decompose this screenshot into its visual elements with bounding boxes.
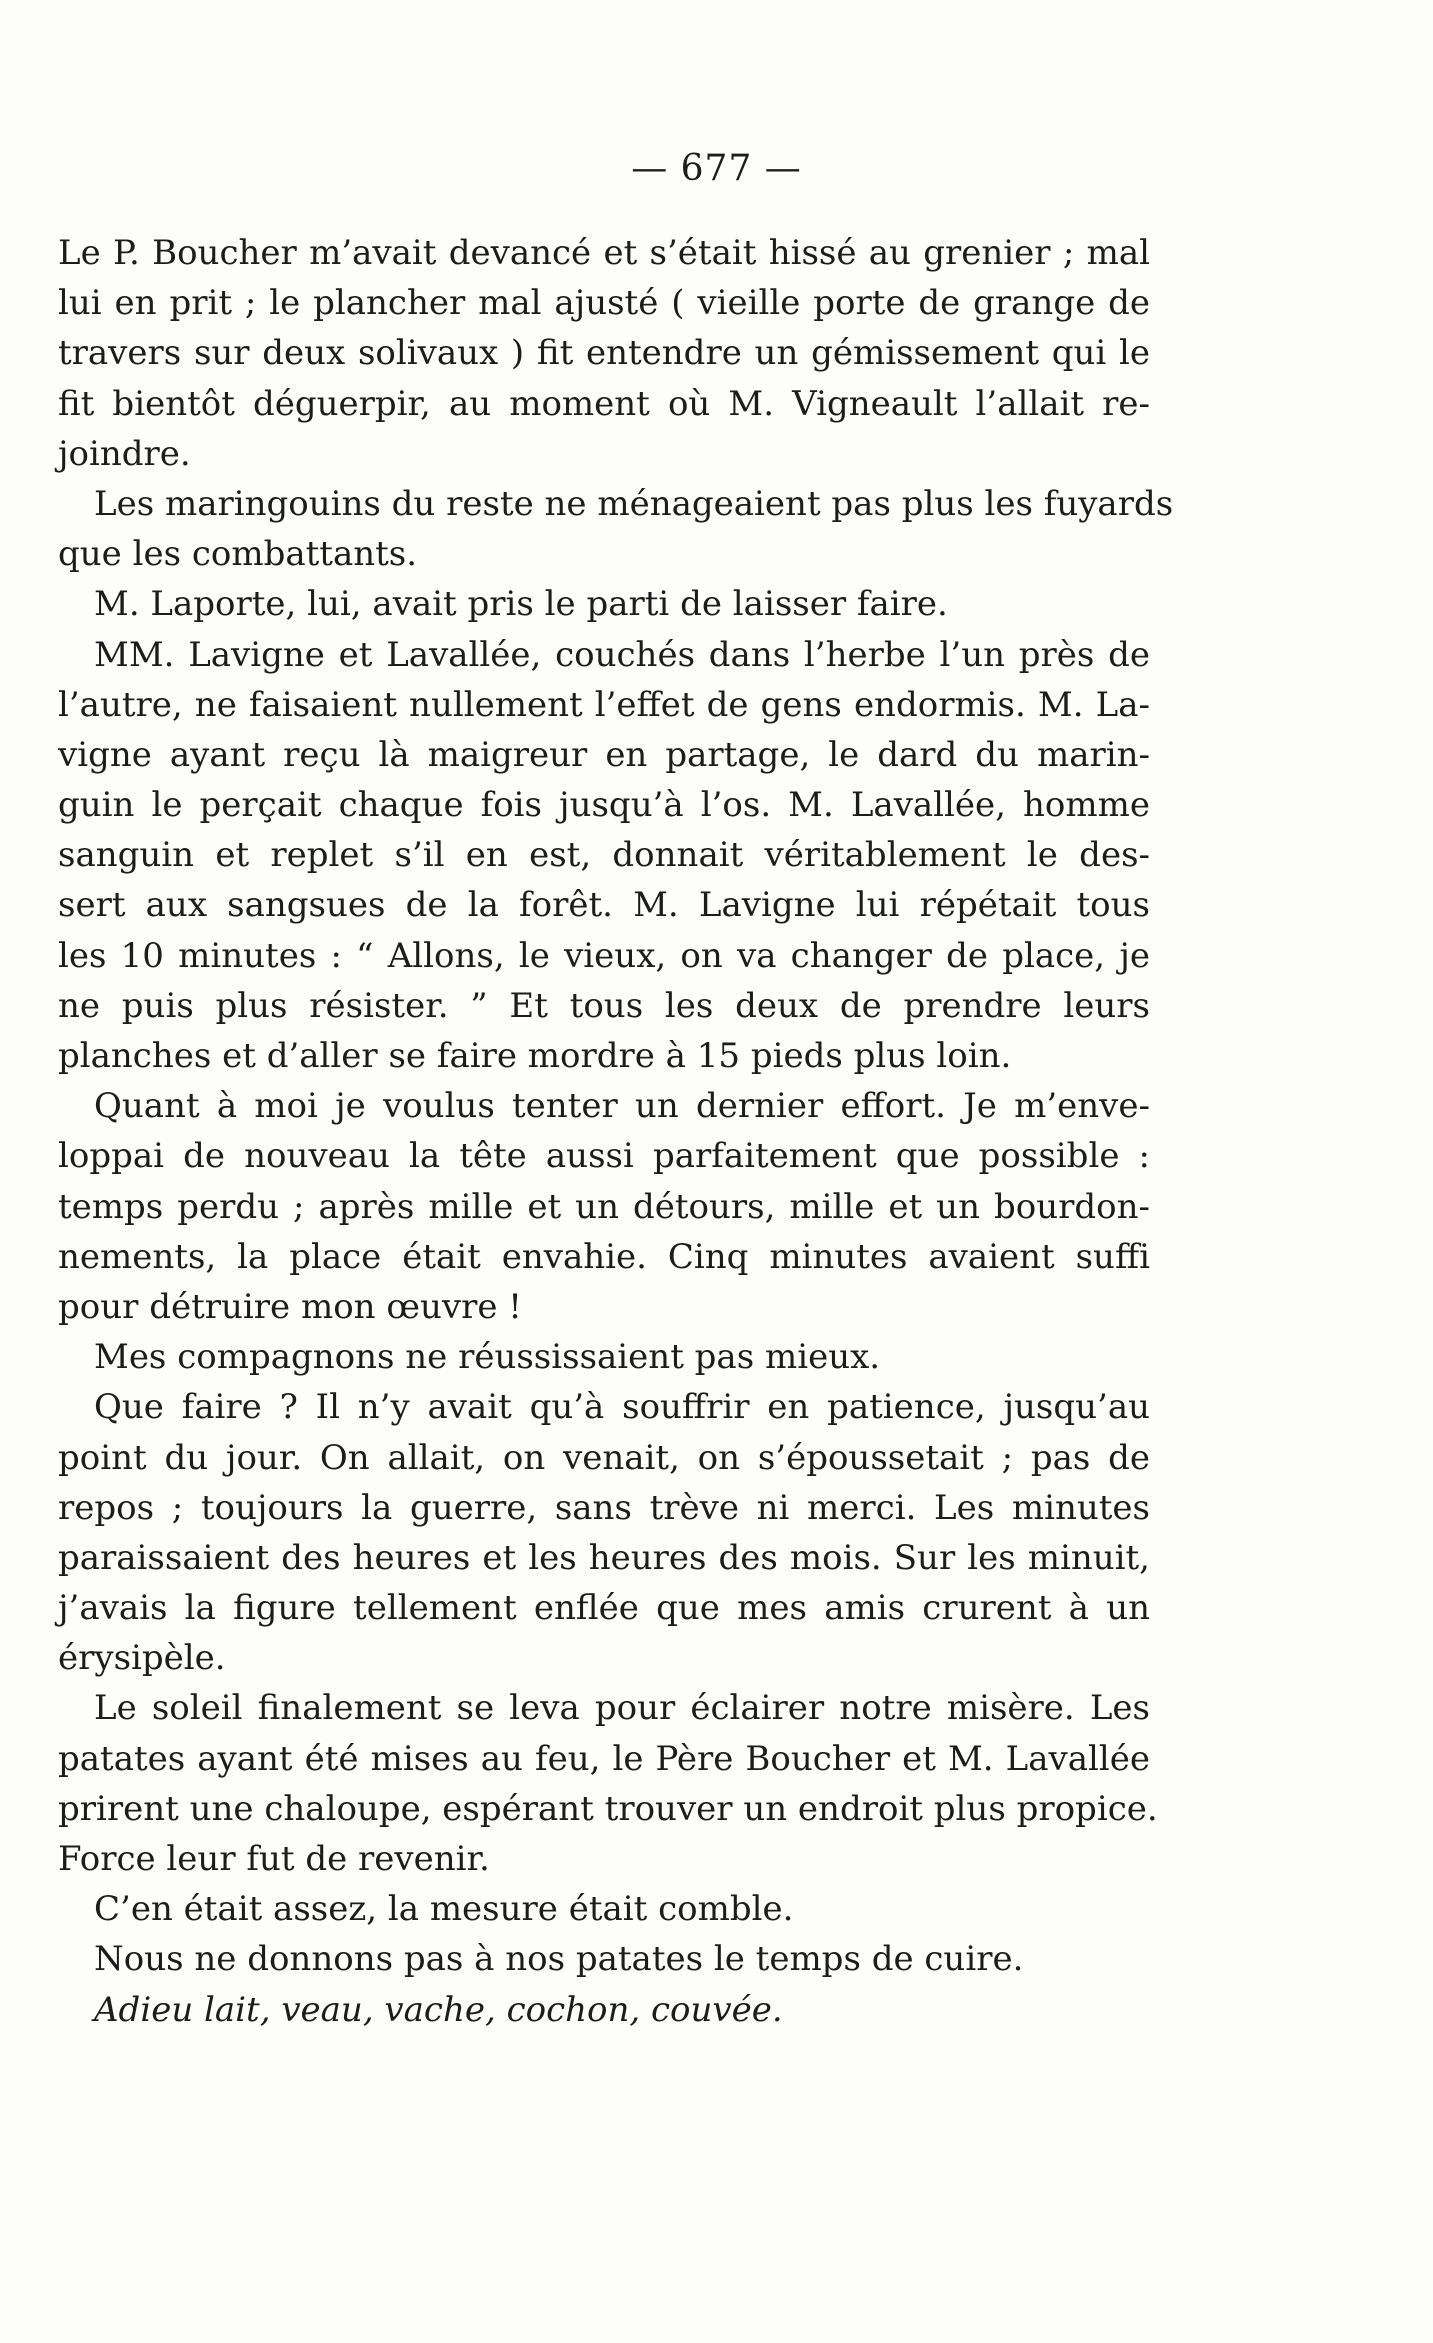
text-line: patates ayant été mises au feu, le Père Boucher et M. Lavallée (58, 1738, 1150, 1779)
text-line: paraissaient des heures et les heures des mois. Sur les minuit, (58, 1537, 1150, 1578)
text-line: l’autre, ne faisaient nullement l’effet de gens endormis. M. La- (58, 684, 1150, 725)
text-line: guin le perçait chaque fois jusqu’à l’os. M. Lavallée, homme (58, 785, 1150, 826)
text-line: point du jour. On allait, on venait, on s’époussetait ; pas de (58, 1437, 1150, 1478)
text-line: Quant à moi je voulus tenter un dernier effort. Je m’enve- (94, 1086, 1150, 1127)
text-line: lui en prit ; le plancher mal ajusté ( vieille porte de grange de (58, 283, 1150, 324)
text-line: repos ; toujours la guerre, sans trève ni merci. Les minutes (58, 1487, 1150, 1528)
text-line: ne puis plus résister. ” Et tous les deux de prendre leurs (58, 985, 1150, 1026)
text-line: joindre. (58, 433, 191, 474)
text-line: érysipèle. (58, 1638, 226, 1679)
text-line: planches et d’aller se faire mordre à 15 pieds plus loin. (58, 1036, 1012, 1076)
page-number: — 677 — (631, 148, 802, 189)
text-line: M. Laporte, lui, avait pris le parti de laisser faire. (94, 584, 948, 625)
text-line: vigne ayant reçu là maigreur en partage, le dard du marin- (58, 734, 1150, 775)
text-line: pour détruire mon œuvre ! (58, 1286, 522, 1327)
text-line: travers sur deux solivaux ) fit entendre un gémissement qui le (58, 333, 1150, 374)
text-line: C’en était assez, la mesure était comble. (94, 1889, 794, 1930)
body-text (58, 228, 1174, 2035)
text-line: sanguin et replet s’il en est, donnait véritablement le des- (58, 835, 1150, 876)
text-line: fit bientôt déguerpir, au moment où M. Vigneault l’allait re- (58, 383, 1150, 424)
text-line: nements, la place était envahie. Cinq minutes avaient suffi (58, 1236, 1150, 1277)
text-line: Mes compagnons ne réussissaient pas mieux. (94, 1337, 881, 1378)
text-line: sert aux sangsues de la forêt. M. Lavigne lui répétait tous (58, 885, 1150, 926)
text-line: Nous ne donnons pas à nos patates le temps de cuire. (94, 1939, 1024, 1980)
text-line: les 10 minutes : “ Allons, le vieux, on va changer de place, je (58, 935, 1150, 976)
text-line: Force leur fut de revenir. (58, 1839, 490, 1879)
text-line: Les maringouins du reste ne ménageaient pas plus les fuyards (94, 483, 1174, 524)
text-line: temps perdu ; après mille et un détours, mille et un bourdon- (58, 1186, 1150, 1227)
text-line: loppai de nouveau la tête aussi parfaitement que possible : (58, 1136, 1150, 1177)
closing-italic-line: Adieu lait, veau, vache, cochon, couvée. (94, 1989, 783, 2030)
text-line: prirent une chaloupe, espérant trouver un endroit plus propice. (58, 1788, 1158, 1829)
text-line: que les combattants. (58, 534, 418, 575)
text-line: Le P. Boucher m’avait devancé et s’était hissé au grenier ; mal (58, 233, 1150, 273)
text-line: Que faire ? Il n’y avait qu’à souffrir en patience, jusqu’au (94, 1387, 1150, 1428)
page-bottom-margin (0, 2120, 1433, 2320)
text-line: Le soleil finalement se leva pour éclairer notre misère. Les (94, 1688, 1150, 1729)
text-line: j’avais la figure tellement enflée que mes amis crurent à un (58, 1588, 1150, 1629)
text-line: MM. Lavigne et Lavallée, couchés dans l’herbe l’un près de (94, 634, 1150, 675)
